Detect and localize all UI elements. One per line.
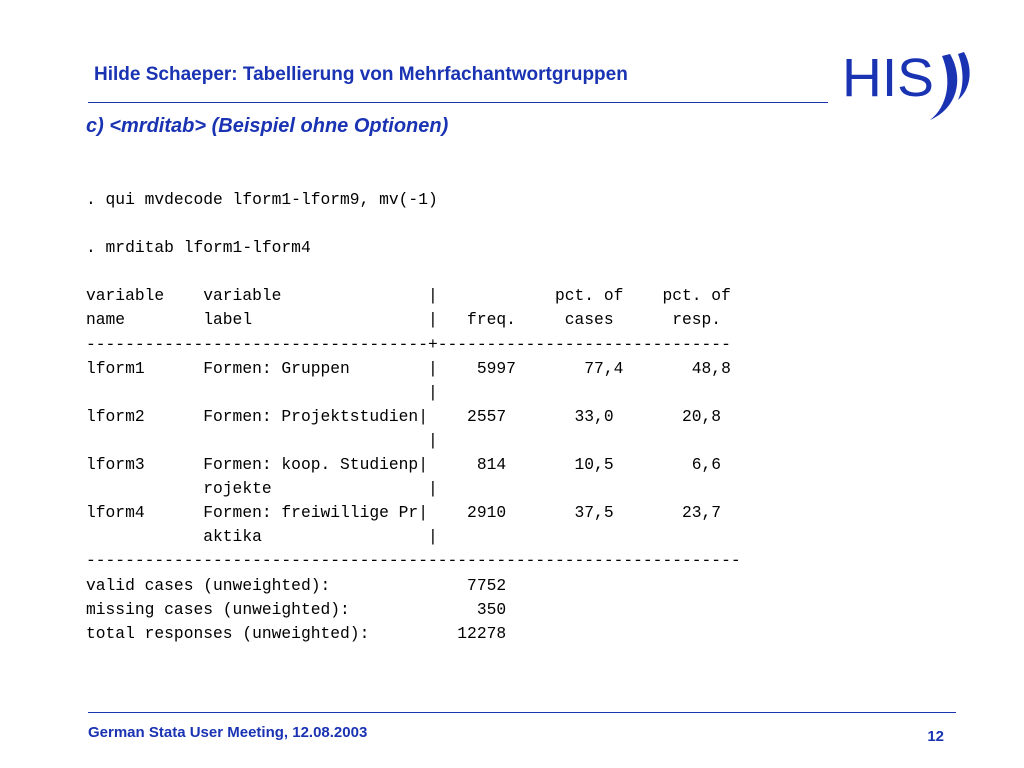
table-bottom-separator: ------------------------------------------------------------------- [86, 551, 741, 571]
code-line-command-mrditab: . mrditab lform1-lform4 [86, 238, 311, 258]
table-row-lform3: lform3 Formen: koop. Studienp| 814 10,5 6,6 [86, 455, 722, 475]
footer-divider [88, 712, 956, 713]
table-row-lform4-wrap: aktika | [86, 527, 438, 547]
stata-output-block [86, 188, 741, 646]
slide-subtitle: c) <mrditab> (Beispiel ohne Optionen) [86, 115, 449, 137]
logo-swoosh-outer [930, 54, 957, 120]
table-row-lform2: lform2 Formen: Projektstudien| 2557 33,0 20,8 [86, 406, 722, 426]
table-separator: -----------------------------------+------------------------------ [86, 334, 731, 354]
his-logo [838, 46, 978, 122]
table-header-row-2: name label | freq. cases resp. [86, 310, 722, 330]
table-row-spacer: | [86, 430, 438, 450]
footer-meeting-label: German Stata User Meeting, 12.08.2003 [88, 724, 368, 741]
code-line-blank [86, 212, 741, 236]
summary-valid-cases: valid cases (unweighted): 7752 [86, 575, 507, 595]
table-row-lform4: lform4 Formen: freiwillige Pr| 2910 37,5 23,7 [86, 503, 722, 523]
slide-header-title: Hilde Schaeper: Tabellierung von Mehrfachantwortgruppen [94, 64, 628, 85]
code-line-blank [86, 260, 741, 284]
summary-missing-cases: missing cases (unweighted): 350 [86, 599, 507, 619]
table-row-lform3-wrap: rojekte | [86, 479, 438, 499]
table-header-row-1: variable variable | pct. of pct. of [86, 286, 731, 306]
code-line-command-mvdecode: . qui mvdecode lform1-lform9, mv(-1) [86, 190, 438, 209]
summary-total-responses: total responses (unweighted): 12278 [86, 623, 507, 643]
header-divider [88, 102, 828, 103]
logo-swoosh-inner [958, 52, 970, 100]
page-number: 12 [927, 728, 944, 745]
table-row-spacer: | [86, 382, 438, 402]
his-logo-text: HIS [842, 48, 934, 108]
table-row-lform1: lform1 Formen: Gruppen | 5997 77,4 48,8 [86, 358, 731, 378]
